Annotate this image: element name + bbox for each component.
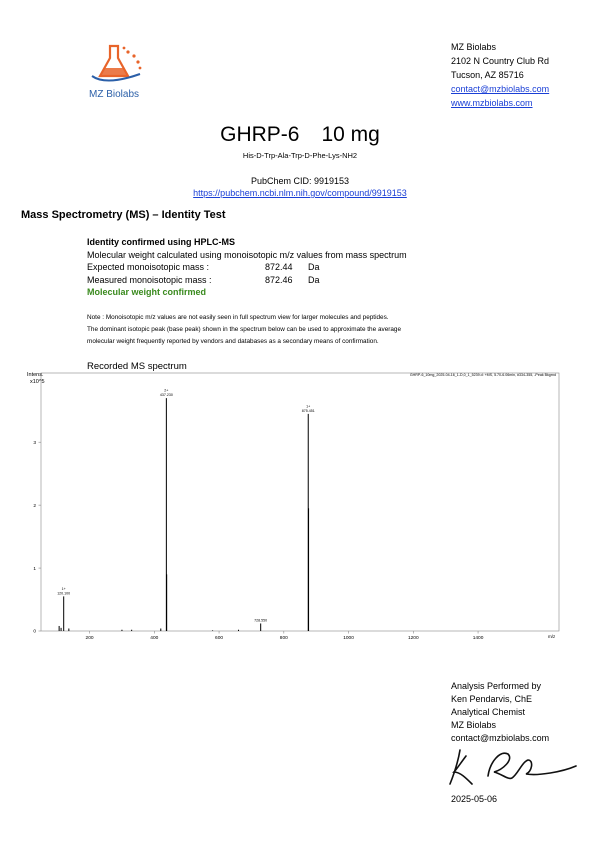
identity-block (87, 236, 407, 299)
analysis-date: 2025-05-06 (451, 794, 498, 804)
expected-label: Expected monoisotopic mass : (87, 262, 210, 272)
confirmation-text: Molecular weight confirmed (87, 287, 207, 297)
x-tick-label: 1200 (407, 636, 419, 641)
contact-street: 2102 N Country Club Rd (451, 56, 550, 66)
contact-email-link[interactable]: contact@mzbiolabs.com (451, 84, 550, 94)
analyst-company: MZ Biolabs (451, 720, 497, 730)
measured-label: Measured monoisotopic mass : (87, 274, 212, 285)
logo-text: MZ Biolabs (89, 89, 140, 100)
analyst-block (451, 680, 549, 745)
spectrum-label: Recorded MS spectrum (87, 361, 187, 372)
expected-mass-row (87, 261, 407, 274)
y-tick-label: 0 (33, 629, 36, 635)
peak-charge-label: 1+ (61, 586, 66, 591)
measured-unit: Da (308, 274, 320, 285)
analyst-email: contact@mzbiolabs.com (451, 733, 550, 743)
contact-website-link[interactable]: www.mzbiolabs.com (451, 98, 533, 108)
y-tick-label: 1 (33, 566, 36, 572)
analyst-intro: Analysis Performed by (451, 681, 542, 691)
y-tick-label: 2 (33, 503, 36, 509)
note-line-3: molecular weight frequently reported by vendors and databases as a secondary means of confirmation. (87, 338, 379, 345)
pubchem-block (0, 175, 600, 199)
signature (442, 742, 582, 790)
measured-value: 872.46 (265, 274, 293, 285)
x-tick-label: 400 (150, 636, 159, 641)
measured-mass-row (87, 274, 407, 287)
peak-charge-label: 2+ (164, 388, 169, 393)
analyst-title: Analytical Chemist (451, 707, 526, 717)
flask-logo-icon (88, 40, 158, 88)
plot-frame (41, 373, 559, 631)
spectrum-header: GHRP-6_10mg_2025-04-16_1-D,0_1_5239.d: +MS, 5.70-6.06min, #334-355, -Peak Bkgrnd (409, 373, 556, 377)
identity-heading: Identity confirmed using HPLC-MS (87, 237, 236, 247)
y-axis-scale: x10^5 (30, 379, 45, 385)
note-block (87, 312, 507, 348)
peak-mz-label: 728.550 (254, 618, 268, 623)
x-tick-label: 1400 (472, 636, 484, 641)
peak-mz-label: 120.100 (57, 591, 71, 596)
product-sequence: His-D-Trp-Ala-Trp-D-Phe-Lys-NH2 (242, 151, 358, 160)
pubchem-cid: PubChem CID: 9919153 (250, 176, 350, 186)
peak-mz-label: 875.451 (301, 408, 315, 413)
note-line-2: The dominant isotopic peak (base peak) shown in the spectrum below can be used to approximate the average (87, 326, 402, 333)
expected-unit: Da (308, 262, 320, 272)
x-axis-label: m/z (548, 634, 556, 639)
expected-value: 872.44 (265, 262, 293, 272)
peak-charge-label: 1+ (306, 404, 311, 409)
logo (88, 40, 158, 88)
product-name: GHRP-6 (220, 123, 300, 146)
contact-city: Tucson, AZ 85716 (451, 70, 524, 80)
contact-company: MZ Biolabs (451, 42, 497, 52)
product-title (0, 123, 600, 147)
y-tick-label: 3 (33, 440, 36, 446)
x-tick-label: 600 (215, 636, 224, 641)
analyst-name: Ken Pendarvis, ChE (451, 694, 533, 704)
product-amount: 10 mg (321, 123, 380, 146)
pubchem-link[interactable]: https://pubchem.ncbi.nlm.nih.gov/compound/9919153 (193, 188, 407, 198)
x-tick-label: 200 (85, 636, 94, 641)
y-axis-label: Intens. (27, 372, 44, 378)
ms-spectrum-chart (0, 368, 600, 643)
identity-description: Molecular weight calculated using monoisotopic m/z values from mass spectrum (87, 249, 407, 260)
section-title: Mass Spectrometry (MS) – Identity Test (21, 209, 226, 221)
x-tick-label: 800 (279, 636, 288, 641)
note-line-1: Note : Monoisotopic m/z values are not easily seen in full spectrum view for larger molecules and peptides. (87, 314, 389, 321)
x-tick-label: 1000 (343, 636, 354, 641)
contact-block (451, 40, 549, 110)
peak-mz-label: 437.230 (159, 393, 173, 398)
